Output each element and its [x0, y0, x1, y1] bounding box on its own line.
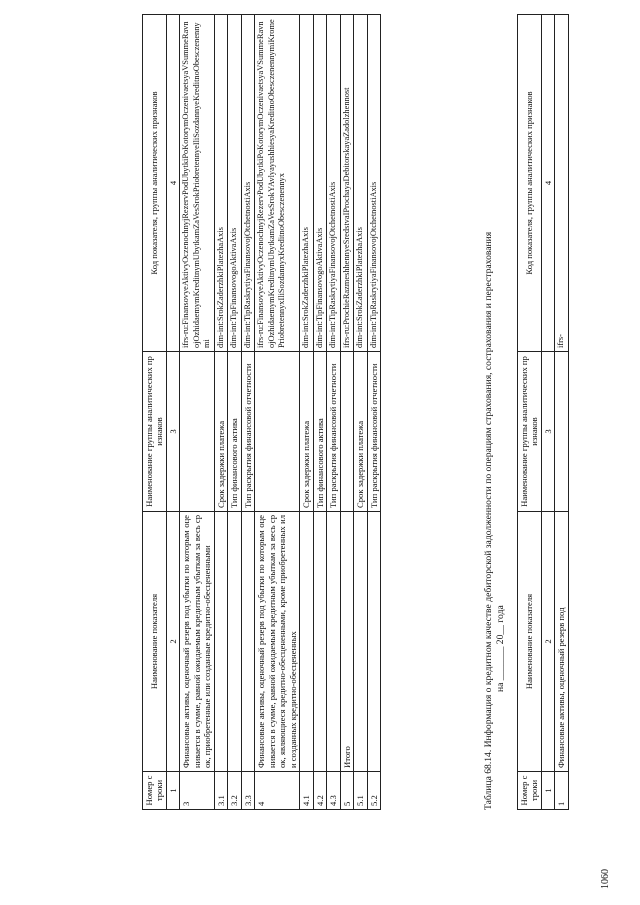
group-name	[555, 352, 568, 512]
indicator-name	[300, 512, 313, 772]
header-indicator-code: Код показателя, группы аналитических признаков	[518, 15, 542, 352]
table-column-numbers-row	[166, 15, 179, 810]
table-row	[228, 15, 241, 810]
group-name: Срок задержки платежа	[300, 352, 313, 512]
column-number: 4	[541, 15, 554, 352]
indicator-code: ifrs-	[555, 15, 568, 352]
table-row	[367, 15, 380, 810]
row-number: 4.3	[327, 772, 340, 810]
group-name: Тип финансового актива	[228, 352, 241, 512]
indicators-table-continued	[142, 14, 381, 810]
row-number: 5.1	[354, 772, 367, 810]
row-number: 3	[180, 772, 214, 810]
table-column-numbers-row	[541, 15, 554, 810]
group-name: Тип раскрытия финансовой отчетности	[367, 352, 380, 512]
table-row	[313, 15, 326, 810]
indicator-name: Финансовые активы, оценочный резерв под убытки по которым оценивается в сумме, равной ожидаемым кредитным убыткам за весь срок, приобретенные или созданные кредитно-обесцененными	[180, 512, 214, 772]
table-row	[327, 15, 340, 810]
row-number: 3.2	[228, 772, 241, 810]
row-number: 5.2	[367, 772, 380, 810]
indicator-name	[327, 512, 340, 772]
table-row	[354, 15, 367, 810]
column-number: 3	[541, 352, 554, 512]
credit-quality-table	[517, 14, 569, 810]
row-number: 3.3	[241, 772, 254, 810]
indicator-name	[228, 512, 241, 772]
header-group-name: Наименование группы аналитических признаков	[143, 352, 167, 512]
header-group-name: Наименование группы аналитических признаков	[518, 352, 542, 512]
header-indicator-name: Наименование показателя	[518, 512, 542, 772]
table-caption-date: на _______ 20__ года	[494, 605, 506, 692]
indicator-code: dim-int:TipFinansovogoAktivaAxis	[313, 15, 326, 352]
table-row	[180, 15, 214, 810]
indicator-name: Финансовые активы, оценочный резерв под	[555, 512, 568, 772]
indicator-name: Итого	[340, 512, 353, 772]
indicator-name	[354, 512, 367, 772]
indicator-code: dim-int:TipRaskrytiyaFinansovojOtchetnostiAxis	[327, 15, 340, 352]
table-header-row	[143, 15, 167, 810]
row-number: 4.2	[313, 772, 326, 810]
indicator-code: dim-int:SrokZaderzhkiPlatezhaAxis	[300, 15, 313, 352]
row-number: 1	[555, 772, 568, 810]
group-name: Срок задержки платежа	[354, 352, 367, 512]
group-name: Тип раскрытия финансовой отчетности	[327, 352, 340, 512]
indicator-code: dim-int:SrokZaderzhkiPlatezhaAxis	[354, 15, 367, 352]
page-number: 1060	[600, 869, 611, 889]
indicator-name	[367, 512, 380, 772]
indicator-code: dim-int:TipRaskrytiyaFinansovojOtchetnostiAxis	[367, 15, 380, 352]
group-name: Тип финансового актива	[313, 352, 326, 512]
group-name	[180, 352, 214, 512]
table-row	[300, 15, 313, 810]
row-number: 4	[255, 772, 300, 810]
group-name	[340, 352, 353, 512]
table-caption	[483, 15, 506, 810]
table-header-row	[518, 15, 542, 810]
indicator-name	[214, 512, 227, 772]
indicator-code: ifrs-ru:ProchieRazmeshhennyeSredstvaIProchayaDebitorskayaZadolzhennost	[340, 15, 353, 352]
indicator-code: ifrs-ru:FinansovyeAktivyOczenochnyjRezervPodUbytkiPoKotorymOczenivaetsyaVSummeRavnojOzhidaemymKreditnymUbytkamZaVesSrokPriobretennyeIliSozdannyeKreditnoObesczenennymi	[180, 15, 214, 352]
indicator-code: ifrs-ru:FinansovyeAktivyOczenochnyjRezervPodUbytkiPoKotorymOczenivaetsyaVSummeRavnojOzhidaemymKreditnymUbytkamZaVesSrokYAvlyayushhiesyaKreditnoObesczenennymiKromePriobretennyxIliSozdannyxKreditnoObesczenennyx	[255, 15, 300, 352]
column-number: 1	[166, 772, 179, 810]
row-number: 3.1	[214, 772, 227, 810]
row-number: 4.1	[300, 772, 313, 810]
indicator-code: dim-int:TipFinansovogoAktivaAxis	[228, 15, 241, 352]
column-number: 2	[166, 512, 179, 772]
header-indicator-name: Наименование показателя	[143, 512, 167, 772]
indicator-name	[241, 512, 254, 772]
table-row	[241, 15, 254, 810]
header-row-number: Номер строки	[518, 772, 542, 810]
table-caption-title: Таблица 68.14. Информация о кредитном качестве дебиторской задолженности по операциям страхования, сострахования и перестрахования	[483, 231, 494, 810]
column-number: 1	[541, 772, 554, 810]
row-number: 5	[340, 772, 353, 810]
table-row	[255, 15, 300, 810]
indicator-name	[313, 512, 326, 772]
header-row-number: Номер строки	[143, 772, 167, 810]
group-name	[255, 352, 300, 512]
group-name: Тип раскрытия финансовой отчетности	[241, 352, 254, 512]
header-indicator-code: Код показателя, группы аналитических признаков	[143, 15, 167, 352]
table-row	[555, 15, 568, 810]
table-row	[340, 15, 353, 810]
indicator-code: dim-int:TipRaskrytiyaFinansovojOtchetnostiAxis	[241, 15, 254, 352]
column-number: 4	[166, 15, 179, 352]
group-name: Срок задержки платежа	[214, 352, 227, 512]
indicator-code: dim-int:SrokZaderzhkiPlatezhaAxis	[214, 15, 227, 352]
indicator-name: Финансовые активы, оценочный резерв под убытки по которым оценивается в сумме, равной ожидаемым кредитным убыткам за весь срок, являющиеся кредитно-обесцененными, кроме приобретенных или созданных кредитно-обесцененных	[255, 512, 300, 772]
column-number: 2	[541, 512, 554, 772]
column-number: 3	[166, 352, 179, 512]
table-row	[214, 15, 227, 810]
